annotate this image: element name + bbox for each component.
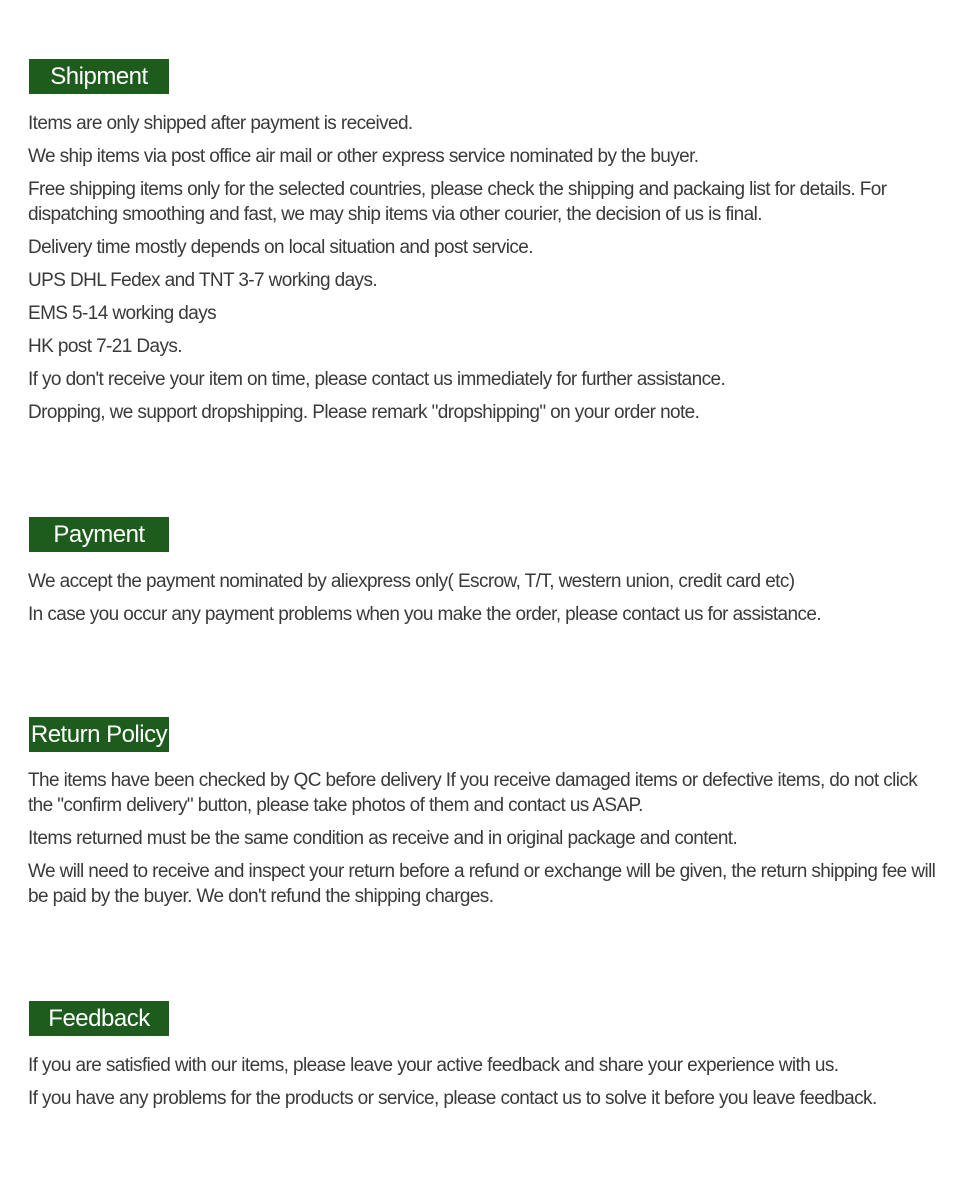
shipment-line: We ship items via post office air mail or other express service nominated by the buyer. bbox=[28, 146, 699, 167]
payment-text bbox=[28, 569, 938, 627]
payment-section bbox=[28, 517, 938, 635]
feedback-section bbox=[28, 1001, 938, 1119]
shipment-line: Items are only shipped after payment is received. bbox=[28, 113, 413, 134]
return-policy-heading: Return Policy bbox=[29, 717, 169, 752]
feedback-text bbox=[28, 1053, 938, 1111]
feedback-heading: Feedback bbox=[29, 1001, 169, 1036]
shipment-line: HK post 7-21 Days. bbox=[28, 336, 182, 357]
shipment-heading: Shipment bbox=[29, 59, 169, 94]
payment-line: We accept the payment nominated by aliexpress only( Escrow, T/T, western union, credit card etc) bbox=[28, 571, 795, 592]
shipment-text bbox=[28, 111, 938, 425]
shipment-line: EMS 5-14 working days bbox=[28, 303, 217, 324]
return-policy-section bbox=[28, 717, 938, 917]
return-policy-line: The items have been checked by QC before delivery If you receive damaged items or defective items, do not click the "confirm delivery" button, please take photos of them and contact us ASAP. bbox=[28, 770, 918, 816]
return-policy-text bbox=[28, 768, 938, 909]
payment-line: In case you occur any payment problems when you make the order, please contact us for assistance. bbox=[28, 604, 822, 625]
shipment-line: UPS DHL Fedex and TNT 3-7 working days. bbox=[28, 270, 378, 291]
shipment-line: Free shipping items only for the selected countries, please check the shipping and packaing list for details. For dispatching smoothing and fast, we may ship items via other courier, the decision of us is final. bbox=[28, 179, 887, 225]
shipment-line: If yo don't receive your item on time, please contact us immediately for further assistance. bbox=[28, 369, 726, 390]
feedback-line: If you have any problems for the products or service, please contact us to solve it before you leave feedback. bbox=[28, 1088, 877, 1109]
shipment-line: Dropping, we support dropshipping. Please remark "dropshipping" on your order note. bbox=[28, 402, 700, 423]
shipment-line: Delivery time mostly depends on local situation and post service. bbox=[28, 237, 533, 258]
payment-heading: Payment bbox=[29, 517, 169, 552]
shipment-section bbox=[28, 59, 938, 433]
return-policy-line: Items returned must be the same condition as receive and in original package and content. bbox=[28, 828, 738, 849]
feedback-line: If you are satisfied with our items, please leave your active feedback and share your experience with us. bbox=[28, 1055, 839, 1076]
return-policy-line: We will need to receive and inspect your return before a refund or exchange will be given, the return shipping fee will be paid by the buyer. We don't refund the shipping charges. bbox=[28, 861, 936, 907]
